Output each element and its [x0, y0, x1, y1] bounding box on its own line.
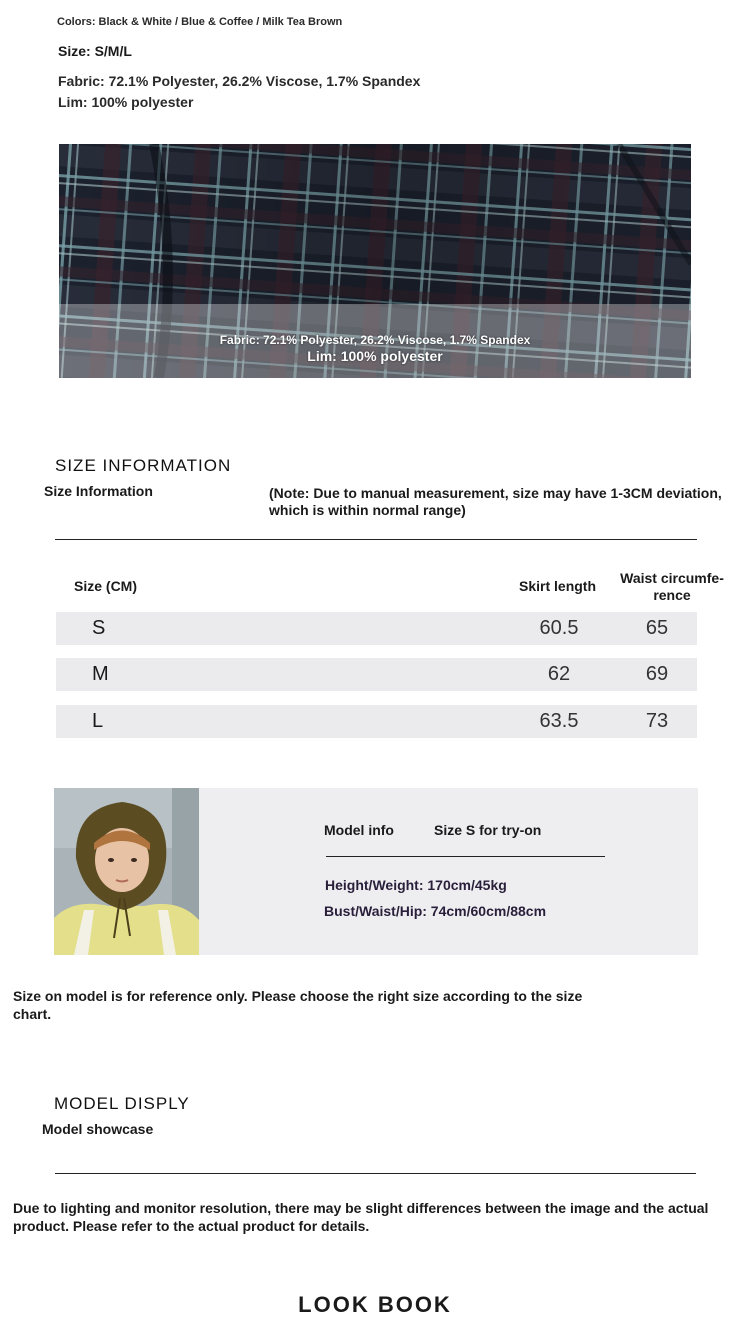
fabric-caption-lining: Lim: 100% polyester [307, 348, 443, 364]
size-options-text: Size: S/M/L [58, 43, 132, 59]
table-header-waist: Waist circumfe-rence [620, 570, 724, 603]
size-section-heading: SIZE INFORMATION [55, 456, 232, 475]
model-info-divider [326, 856, 605, 857]
waist-cell: 73 [645, 710, 669, 732]
length-cell: 60.5 [539, 617, 579, 639]
waist-cell: 65 [645, 617, 669, 639]
model-reference-note: Size on model is for reference only. Please choose the right size according to the size chart. [13, 988, 583, 1022]
table-row [56, 658, 697, 691]
size-cell: M [92, 663, 109, 685]
table-row [56, 705, 697, 738]
size-deviation-note: (Note: Due to manual measurement, size may have 1-3CM deviation, which is within normal range) [269, 485, 722, 518]
color-difference-note: Due to lighting and monitor resolution, there may be slight differences between the image and the actual product. Please refer to the actual product for details. [13, 1200, 709, 1234]
model-info-card [54, 788, 698, 955]
length-cell: 62 [547, 663, 571, 685]
colors-text: Colors: Black & White / Blue & Coffee / Milk Tea Brown [57, 16, 343, 28]
lining-text: Lim: 100% polyester [58, 94, 194, 110]
waist-cell: 69 [645, 663, 669, 685]
size-section-subheading: Size Information [44, 483, 153, 499]
model-photo [54, 788, 199, 955]
size-cell: S [92, 617, 106, 639]
length-cell: 63.5 [539, 710, 579, 732]
model-measurements: Bust/Waist/Hip: 74cm/60cm/88cm [324, 903, 547, 919]
model-display-subheading: Model showcase [42, 1121, 154, 1137]
table-header-skirt-length: Skirt length [519, 578, 597, 594]
lookbook-title: LOOK BOOK [298, 1292, 452, 1317]
size-cell: L [92, 710, 104, 732]
fabric-text: Fabric: 72.1% Polyester, 26.2% Viscose, 1.7% Spandex [58, 73, 421, 89]
model-display-heading: MODEL DISPLY [54, 1094, 190, 1113]
size-section-divider [55, 539, 697, 540]
model-illustration [54, 788, 199, 955]
fabric-caption-composition: Fabric: 72.1% Polyester, 26.2% Viscose, 1.7% Spandex [219, 333, 531, 347]
model-try-on-size: Size S for try-on [434, 822, 542, 838]
model-display-divider [55, 1173, 696, 1174]
table-header-size: Size (CM) [74, 578, 137, 594]
fabric-plaid-image [59, 144, 691, 378]
table-row [56, 612, 697, 645]
model-info-label: Model info [324, 822, 394, 838]
model-height-weight: Height/Weight: 170cm/45kg [325, 877, 507, 893]
